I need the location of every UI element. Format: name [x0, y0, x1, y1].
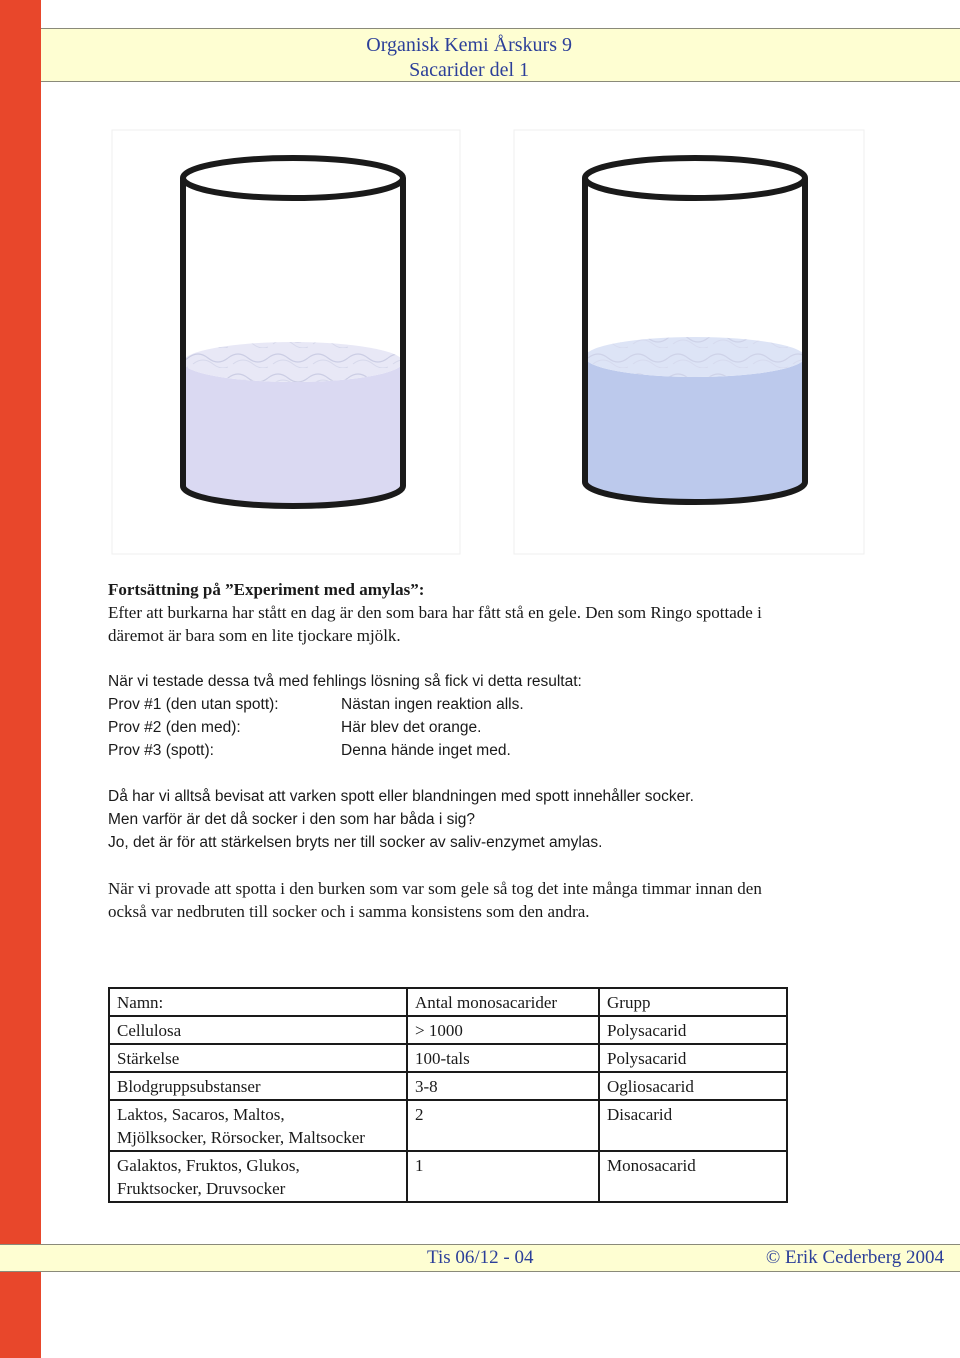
paragraph-line: också var nedbruten till socker och i samma konsistens som den andra.: [108, 902, 590, 921]
result-label: Prov #2 (den med):: [108, 719, 241, 736]
table-row: [109, 1072, 787, 1100]
table-cell-group: Polysacarid: [599, 1044, 787, 1072]
table-row: [109, 1016, 787, 1044]
result-row: [108, 693, 908, 716]
result-label: Prov #1 (den utan spott):: [108, 696, 279, 713]
left-accent-bar: [0, 0, 41, 1358]
paragraph-line: Men varför är det då socker i den som har båda i sig?: [108, 811, 476, 828]
table-header-row: [109, 988, 787, 1016]
saccharide-table: [108, 987, 788, 1203]
table-cell-name: Stärkelse: [109, 1044, 407, 1072]
page-title: [366, 33, 572, 83]
table-cell-name: Galaktos, Fruktos, Glukos, Fruktsocker, Druvsocker: [109, 1151, 407, 1202]
result-label: Prov #3 (spott):: [108, 742, 214, 759]
result-row: [108, 716, 908, 739]
section-title: Sacarider del 1: [409, 59, 530, 81]
footer-date: Tis 06/12 - 04: [427, 1247, 534, 1268]
results-intro: När vi testade dessa två med fehlings lösning så fick vi detta resultat:: [108, 673, 582, 690]
section-heading: Fortsättning på ”Experiment med amylas”:: [108, 580, 425, 599]
table-cell-count: 1: [407, 1151, 599, 1202]
table-row: [109, 1151, 787, 1202]
table-cell-group: Disacarid: [599, 1100, 787, 1151]
table-cell-group: Monosacarid: [599, 1151, 787, 1202]
table-cell-group: Polysacarid: [599, 1016, 787, 1044]
table-header-cell: Namn:: [109, 988, 407, 1016]
table-header-cell: Antal monosacarider: [407, 988, 599, 1016]
body-text: [108, 578, 908, 923]
paragraph-line: Då har vi alltså bevisat att varken spott eller blandningen med spott innehåller socker.: [108, 788, 694, 805]
table-cell-name: Blodgruppsubstanser: [109, 1072, 407, 1100]
table-cell-name: Laktos, Sacaros, Maltos, Mjölksocker, Rörsocker, Maltsocker: [109, 1100, 407, 1151]
table-cell-count: 100-tals: [407, 1044, 599, 1072]
table-cell-name: Cellulosa: [109, 1016, 407, 1044]
result-value: Här blev det orange.: [341, 719, 482, 736]
paragraph-line: Jo, det är för att stärkelsen bryts ner till socker av saliv-enzymet amylas.: [108, 834, 603, 851]
paragraph-line: Efter att burkarna har stått en dag är den som bara har fått stå en gele. Den som Ringo spottade i: [108, 603, 762, 622]
table-header-cell: Grupp: [599, 988, 787, 1016]
table-row: [109, 1100, 787, 1151]
result-row: [108, 739, 908, 762]
result-value: Nästan ingen reaktion alls.: [341, 696, 524, 713]
beakers-illustration: [108, 128, 868, 558]
table-cell-count: > 1000: [407, 1016, 599, 1044]
result-value: Denna hände inget med.: [341, 742, 511, 759]
paragraph-line: däremot är bara som en lite tjockare mjölk.: [108, 626, 401, 645]
table-cell-count: 3-8: [407, 1072, 599, 1100]
beaker-left: [183, 158, 403, 506]
beaker-right: [585, 158, 805, 502]
table-cell-group: Ogliosacarid: [599, 1072, 787, 1100]
table-row: [109, 1044, 787, 1072]
course-title: Organisk Kemi Årskurs 9: [366, 34, 572, 56]
table-cell-count: 2: [407, 1100, 599, 1151]
paragraph-line: När vi provade att spotta i den burken som var som gele så tog det inte många timmar innan den: [108, 879, 762, 898]
footer-copyright: © Erik Cederberg 2004: [765, 1247, 944, 1268]
